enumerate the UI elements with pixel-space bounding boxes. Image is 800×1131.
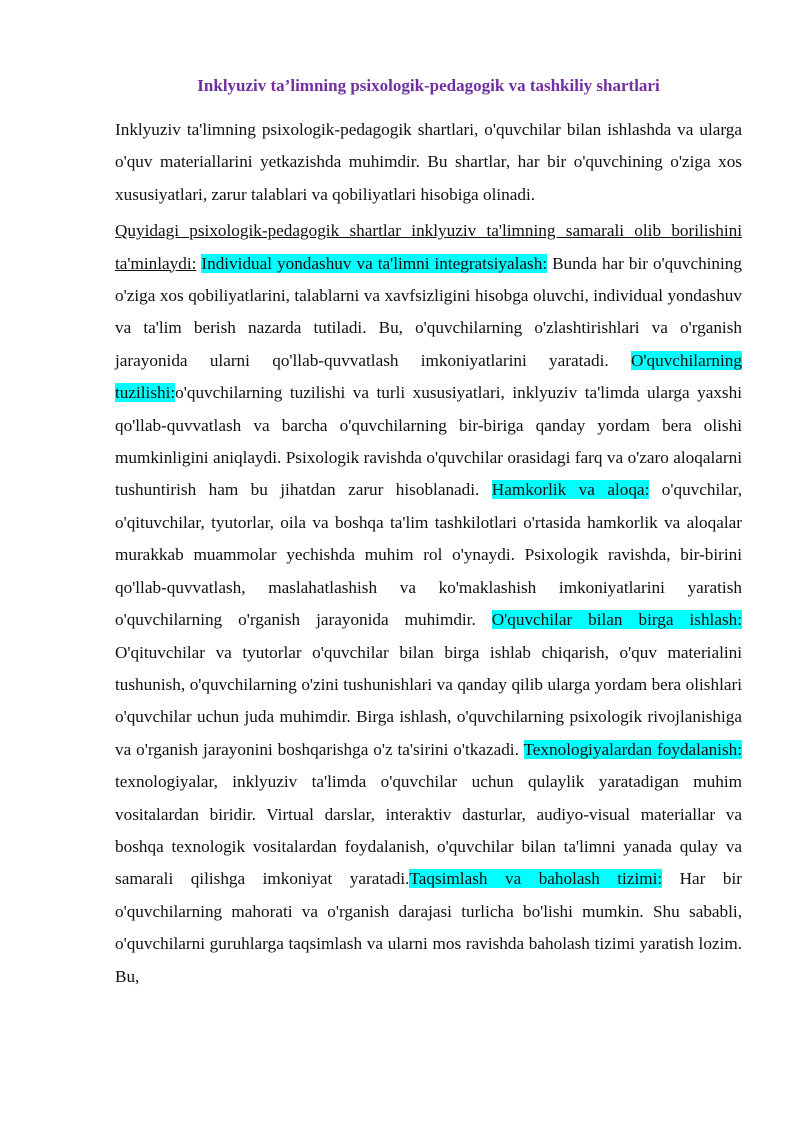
section-text-working-together: O'qituvchilar va tyutorlar o'quvchilar bilan birga ishlab chiqarish, o'quv materialini tushunish, o'quvchilarning o'zini tushunishlari va qanday qilib ularga yordam bera olishlari o'quvchilar uchun juda muhimdir. Birga ishlash, o'quvchilarning psixologik rivojlanishiga va o'rganish jarayonini boshqarishga o'z ta'sirini o'tkazadi. [115,642,742,759]
section-text-cooperation: o'quvchilar, o'qituvchilar, tyutorlar, oila va boshqa ta'lim tashkilotlari o'rtasida hamkorlik va aloqalar murakkab muammolar yechishda muhim rol o'ynaydi. Psixologik ravishda, bir-birini qo'llab-quvvatlash, maslahatlashish va ko'maklashish imkoniyatlarini yaratish o'quvchilarning o'rganish jarayonida muhimdir. [115,480,742,630]
section-text-assessment: Har bir o'quvchilarning mahorati va o'rganish darajasi turlicha bo'lishi mumkin. Shu sababli, o'quvchilarni guruhlarga taqsimlash va ularni mos ravishda baholash tizimi yaratish lozim. Bu, [115,869,742,986]
section-text-structure: o'quvchilarning tuzilishi va turli xususiyatlari, inklyuziv ta'limda ularga yaxshi qo'llab-quvvatlash va barcha o'quvchilarning bir-biriga qanday yordam bera olishi mumkinligini aniqlaydi. Psixologik ravishda o'quvchilar orasidagi farq va o'zaro aloqalarni tushuntirish ham bu jihatdan zarur hisoblanadi. [115,383,742,500]
section-heading-technology: Texnologiyalardan foydalanish: [523,739,742,759]
section-text-technology: texnologiyalar, inklyuziv ta'limda o'quvchilar uchun qulaylik yaratadigan muhim vositalardan biridir. Virtual darslar, interaktiv dasturlar, audiyo-visual materiallar va boshqa texnologik vositalardan foydalanish, o'quvchilar bilan ta'limni yanada qulay va samarali qilishga imkoniyat yaratadi. [115,772,742,889]
intro-paragraph: Inklyuziv ta'limning psixologik-pedagogik shartlari, o'quvchilar bilan ishlashda va ularga o'quv materiallarini yetkazishda muhimdir. Bu shartlar, har bir o'quvchining o'ziga xos xususiyatlari, zarur talablari va qobiliyatlari hisobiga olinadi. [115,120,742,204]
conditions-paragraph [115,215,742,993]
lead-underlined-text: Quyidagi psixologik-pedagogik shartlar inklyuziv ta'limning samarali olib borilishini ta'minlaydi: [115,221,742,273]
section-heading-individual: Individual yondashuv va ta'limni integratsiyalash: [201,253,548,273]
section-heading-structure: O'quvchilarning tuzilishi: [115,350,742,403]
section-heading-cooperation: Hamkorlik va aloqa: [491,480,650,500]
section-heading-assessment: Taqsimlash va baholash tizimi: [409,869,663,889]
section-text-individual: Bunda har bir o'quvchining o'ziga xos qobiliyatlarini, talablarni va xavfsizligini hisobga oluvchi, individual yondashuv va ta'lim berish nazarda tutiladi. Bu, o'quvchilarning o'zlashtirishlari va o'rganish jarayonida ularni qo'llab-quvvatlash imkoniyatlarini yaratadi. [115,253,742,370]
document-title: Inklyuziv ta’limning psixologik-pedagogik va tashkiliy shartlari [197,76,660,95]
document-page [115,72,742,993]
section-heading-working-together: O'quvchilar bilan birga ishlash: [491,610,743,630]
